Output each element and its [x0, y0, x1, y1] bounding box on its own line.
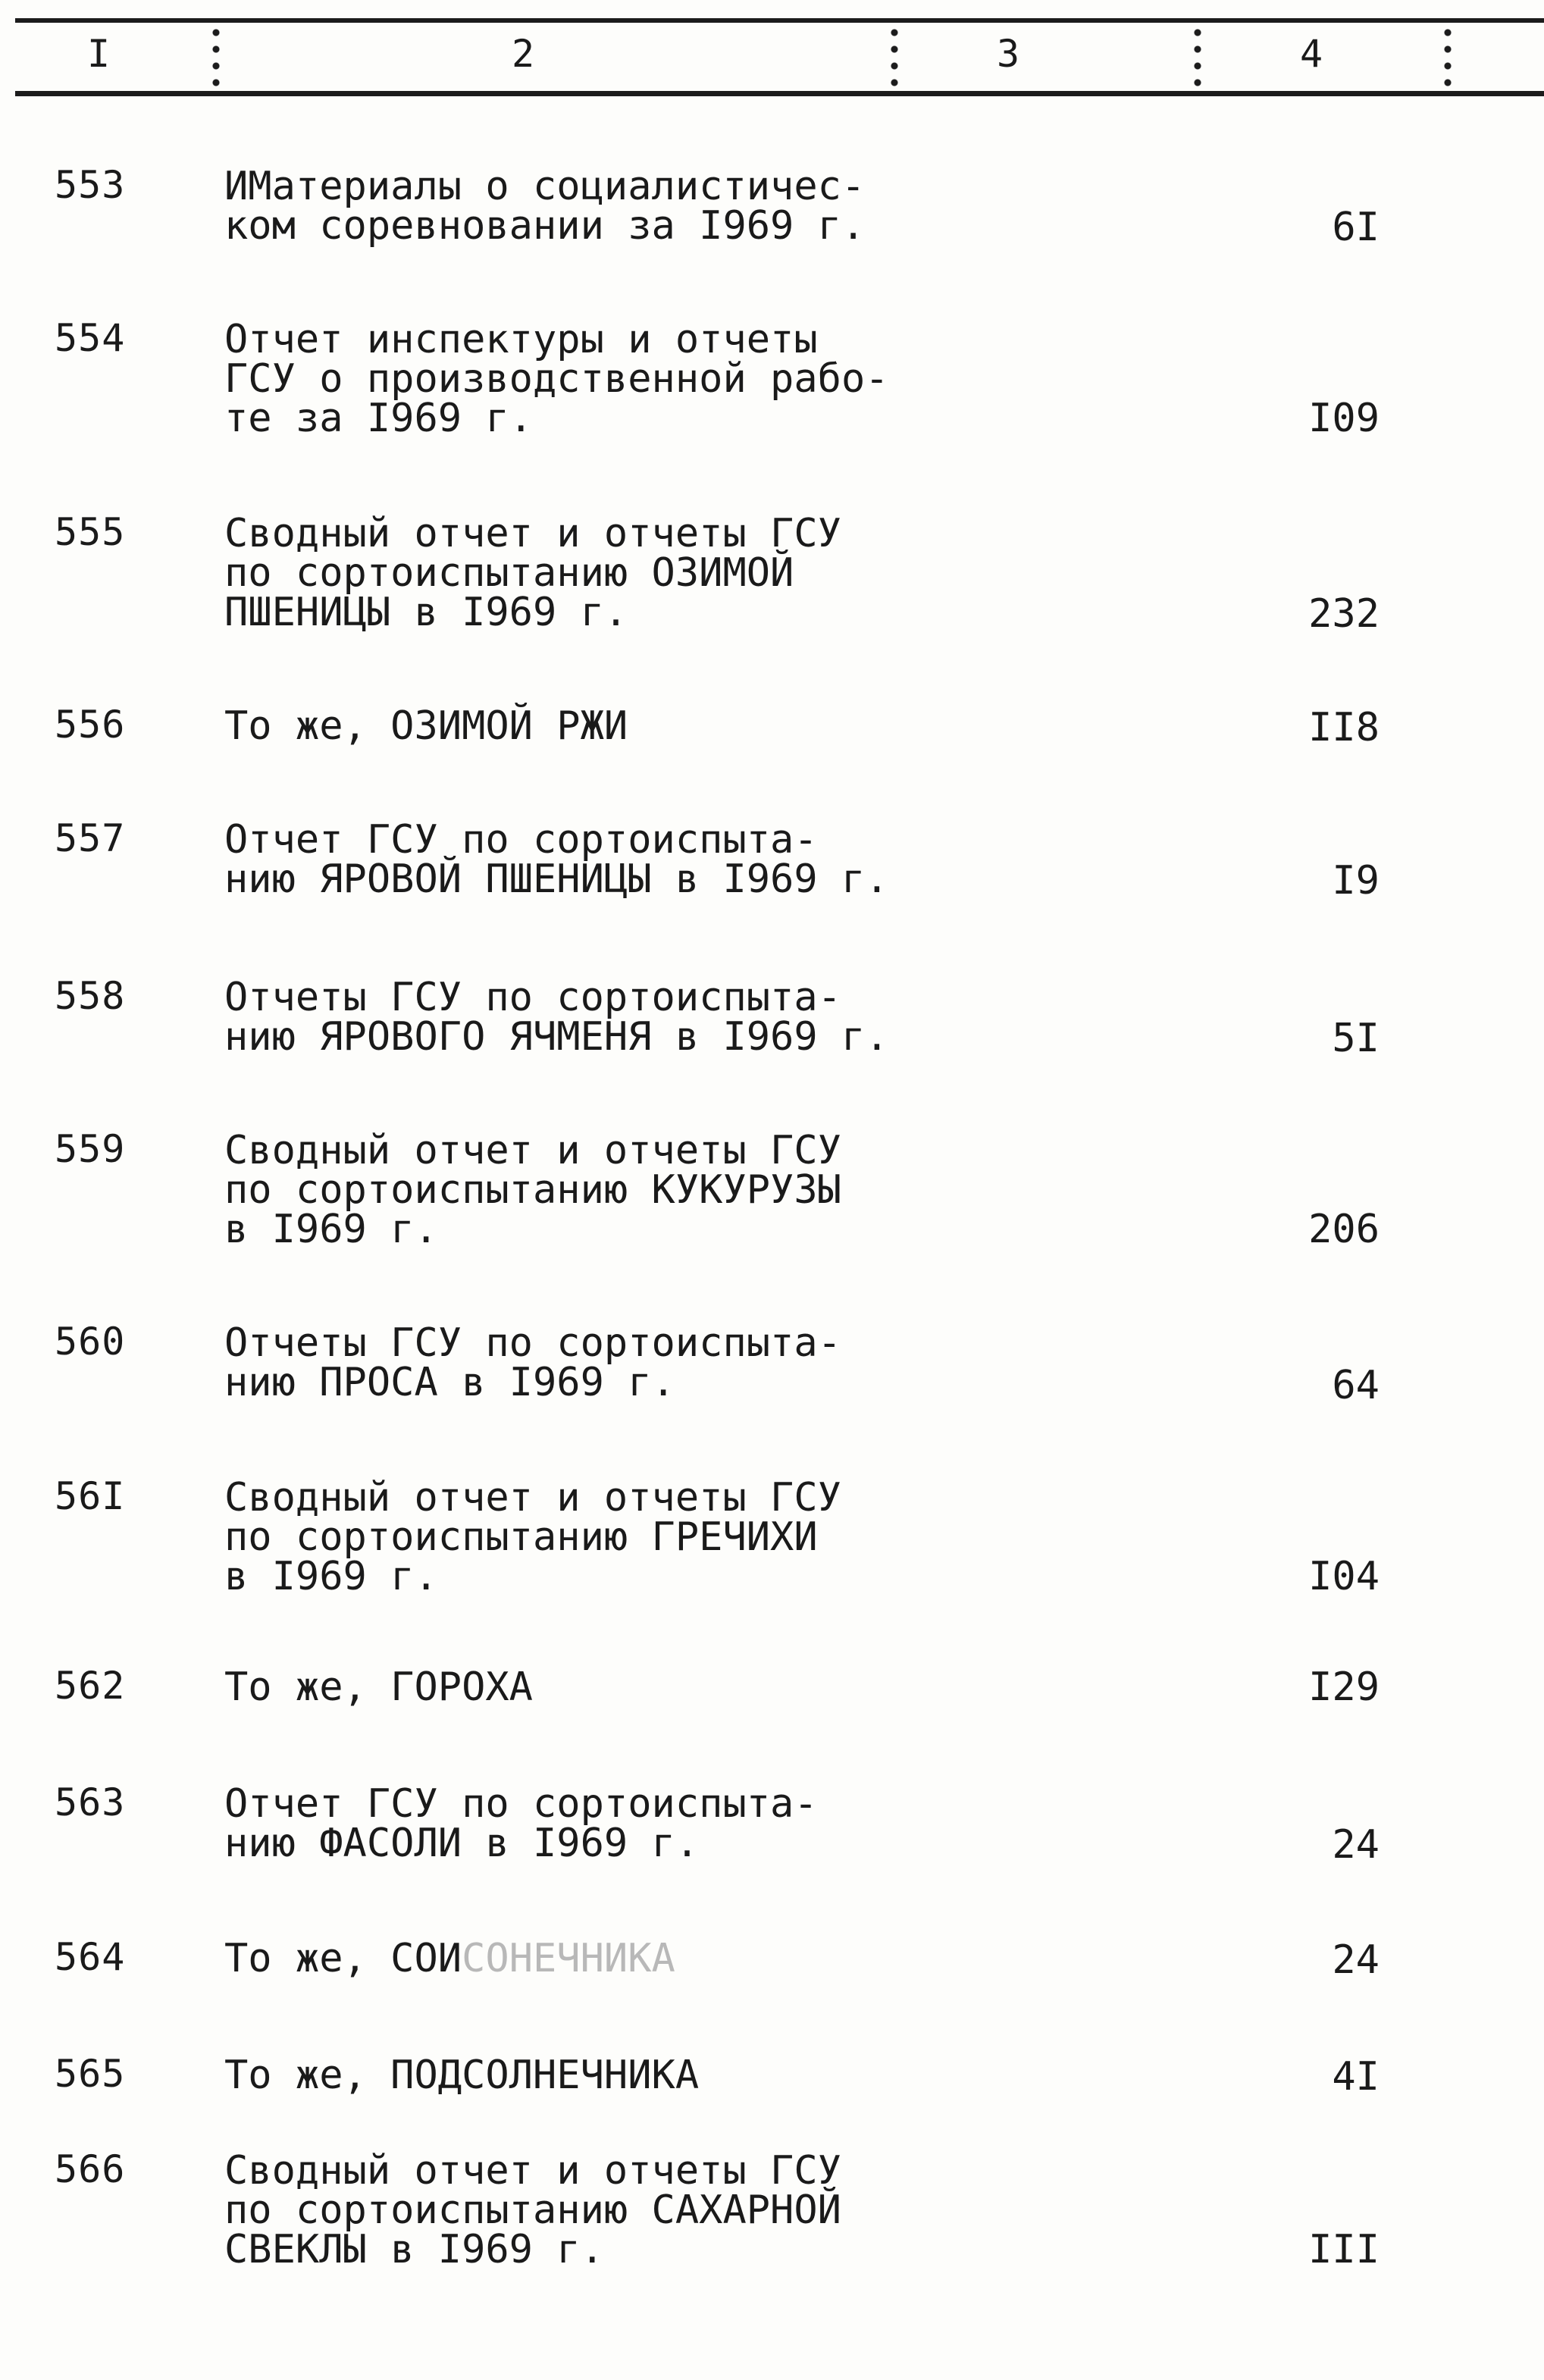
entry-number: 560	[55, 1320, 126, 1364]
entry-title	[224, 975, 907, 1060]
column-separator	[1444, 24, 1452, 92]
entry-title-line: То же, ОЗИМОЙ РЖИ	[224, 703, 628, 749]
entry-title	[224, 1664, 907, 1710]
entry-title-line: в I969 г.	[224, 1554, 438, 1599]
entry-title	[224, 703, 907, 749]
entry-title-line: в I969 г.	[224, 1207, 438, 1252]
entry-number: 557	[55, 816, 126, 860]
entry-number: 555	[55, 510, 126, 554]
entry-number: 562	[55, 1664, 126, 1708]
entry-title-line: по сортоиспытанию ГРЕЧИХИ	[224, 1514, 818, 1560]
sheet-count: 24	[1332, 1937, 1380, 1983]
sheet-count: I09	[1308, 396, 1380, 441]
entry-title	[224, 2053, 907, 2098]
header-col-2: 2	[511, 32, 535, 76]
column-separator	[891, 24, 898, 92]
entry-number: 556	[55, 703, 126, 747]
entry-number: 56I	[55, 1474, 126, 1518]
sheet-count: 4I	[1332, 2054, 1380, 2100]
entry-title	[224, 2148, 907, 2272]
column-separator	[212, 24, 220, 92]
entry-title-line: нию ЯРОВОЙ ПШЕНИЦЫ в I969 г.	[224, 856, 889, 902]
entry-title-line: Сводный отчет и отчеты ГСУ	[224, 511, 841, 556]
entry-title-line	[224, 1936, 907, 1981]
sheet-count: 6I	[1332, 205, 1380, 250]
entry-number: 554	[55, 316, 126, 360]
sheet-count: 206	[1308, 1207, 1380, 1252]
entry-title-line: ком соревновании за I969 г.	[224, 203, 866, 249]
entry-title-line: Отчеты ГСУ по сортоиспыта-	[224, 1320, 841, 1366]
entry-title-line: ГСУ о производственной рабо-	[224, 356, 889, 402]
faded-title-text: СОНЕЧНИКА	[462, 1936, 675, 1981]
entry-title-line: по сортоиспытанию ОЗИМОЙ	[224, 550, 794, 596]
entry-number: 553	[55, 163, 126, 207]
sheet-count: 24	[1332, 1822, 1380, 1868]
entry-title-line: ИМатериалы о социалистичес-	[224, 164, 866, 209]
header-col-3: 3	[996, 32, 1020, 76]
entry-title-line: СВЕКЛЫ в I969 г.	[224, 2227, 604, 2272]
entry-number: 566	[55, 2147, 126, 2191]
column-separator	[1194, 24, 1201, 92]
sheet-count: 5I	[1332, 1016, 1380, 1061]
entry-title-line: нию ПРОСА в I969 г.	[224, 1360, 675, 1405]
sheet-count: 64	[1332, 1363, 1380, 1408]
sheet-count: II8	[1308, 705, 1380, 750]
sheet-count: I04	[1308, 1554, 1380, 1599]
entry-title-line: Отчет ГСУ по сортоиспыта-	[224, 817, 818, 863]
entry-title	[224, 1475, 907, 1599]
entry-title-line: Сводный отчет и отчеты ГСУ	[224, 1128, 841, 1173]
entry-number: 558	[55, 974, 126, 1018]
sheet-count: III	[1308, 2227, 1380, 2272]
entry-title-line: Отчет ГСУ по сортоиспыта-	[224, 1781, 818, 1827]
entry-number: 565	[55, 2052, 126, 2096]
entry-title	[224, 317, 907, 441]
entry-number: 563	[55, 1780, 126, 1824]
sheet-count: I29	[1308, 1664, 1380, 1710]
entry-title-line: по сортоиспытанию САХАРНОЙ	[224, 2187, 841, 2233]
entry-title-line: по сортоиспытанию КУКУРУЗЫ	[224, 1167, 841, 1213]
header-col-4: 4	[1299, 32, 1323, 76]
entry-title-line: Сводный отчет и отчеты ГСУ	[224, 2148, 841, 2194]
entry-title-line: Сводный отчет и отчеты ГСУ	[224, 1475, 841, 1520]
sheet-count: I9	[1332, 858, 1380, 903]
entry-number: 564	[55, 1935, 126, 1979]
sheet-count: 232	[1308, 591, 1380, 637]
entry-title	[224, 1128, 907, 1252]
entry-title-line: нию ЯРОВОГО ЯЧМЕНЯ в I969 г.	[224, 1014, 889, 1060]
entry-title-line: нию ФАСОЛИ в I969 г.	[224, 1821, 700, 1866]
entry-title	[224, 1320, 907, 1405]
entry-title-line: Отчет инспектуры и отчеты	[224, 317, 818, 362]
entry-number: 559	[55, 1127, 126, 1171]
entry-title	[224, 511, 907, 635]
entry-title	[224, 164, 907, 249]
entry-title-line: те за I969 г.	[224, 396, 533, 441]
entry-title-line: ПШЕНИЦЫ в I969 г.	[224, 590, 628, 635]
header-top-rule	[15, 18, 1544, 23]
header-bottom-rule	[15, 91, 1544, 96]
entry-title-line: То же, ПОДСОЛНЕЧНИКА	[224, 2053, 700, 2098]
entry-title	[224, 1781, 907, 1866]
header-col-1: I	[86, 32, 111, 76]
entry-title-line: То же, ГОРОХА	[224, 1664, 533, 1710]
entry-title	[224, 1936, 907, 1981]
entry-title	[224, 817, 907, 902]
entry-title-text: То же, СОИ	[224, 1936, 462, 1981]
entry-title-line: Отчеты ГСУ по сортоиспыта-	[224, 975, 841, 1020]
